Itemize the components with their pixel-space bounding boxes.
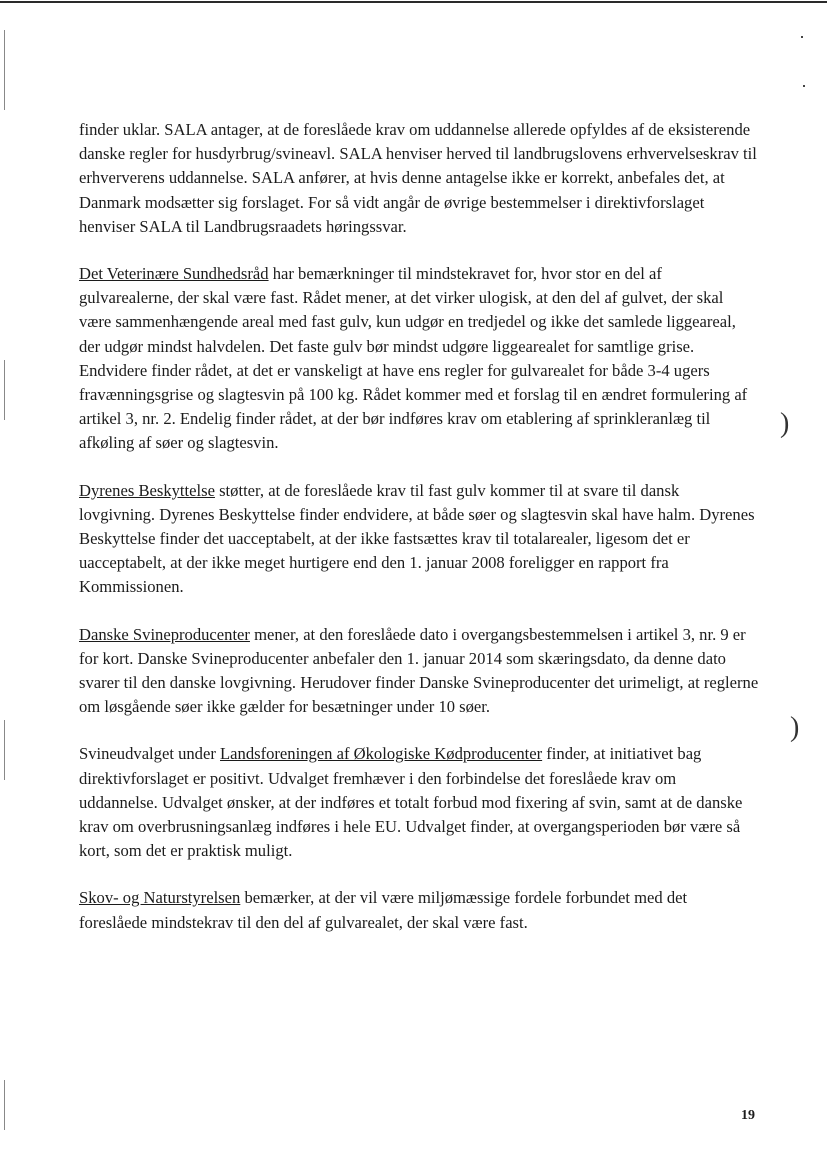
top-border-line [0,1,827,3]
scan-speck [801,36,803,38]
page-number: 19 [741,1108,755,1123]
organization-name: Skov- og Naturstyrelsen [79,888,241,908]
organization-name: Danske Svineproducenter [79,624,250,644]
document-body [79,118,759,935]
paragraph: Skov- og Naturstyrelsen bemærker, at der vil være miljømæssige fordele forbundet med det foreslåede mindstekrav til den del af gulvarealet, der skal være fast. [79,888,688,932]
paragraph: Det Veterinære Sundhedsråd har bemærkninger til mindstekravet for, hvor stor en del af gulvarealerne, der skal være fast. Rådet mener, at det virker ulogisk, at den del af gulvet, der skal være sammenhængende areal med fast gulv, kun udgør en tredjedel og ikke det samlede liggeareal, der udgør mindst halvdelen. Det faste gulv bør mindst udgøre liggearealet for samtlige grise. Endvidere finder rådet, at det er vanskeligt at have ens regler for gulvarealet for både 3-4 ugers fravænningsgrise og slagtesvin på 100 kg. Rådet kommer med et forslag til en ændret formulering af artikel 3, nr. 2. Endelig finder rådet, at der bør indføres krav om etablering af sprinkleranlæg til afkøling af søer og slagtesvin. [79,264,748,453]
scan-bracket-mark: ) [780,408,790,439]
organization-name: Det Veterinære Sundhedsråd [79,264,269,284]
scan-margin-line [4,30,5,110]
scan-margin-line [4,1080,5,1130]
scan-speck [803,85,805,87]
organization-name: Landsforeningen af Økologiske Kødproducenter [220,744,543,764]
paragraph: Danske Svineproducenter mener, at den foreslåede dato i overgangsbestemmelsen i artikel 3, nr. 9 er for kort. Danske Svineproducenter anbefaler den 1. januar 2014 som skæringsdato, da denne dato svarer til den danske lovgivning. Herudover finder Danske Svineproducenter det urimeligt, at reglerne om løsgående søer ikke gælder for besætninger under 10 søer. [79,624,759,717]
paragraph: Svineudvalget under Landsforeningen af Økologiske Kødproducenter finder, at initiativet bag direktivforslaget er positivt. Udvalget fremhæver i den forbindelse det foreslåede krav om uddannelse. Udvalget ønsker, at der indføres et totalt forbud mod fixering af svin, samt at de danske krav om overbrusningsanlæg indføres i hele EU. Udvalget finder, at overgangsperioden bør være så kort, som det er praktisk muligt. [79,744,743,861]
scan-margin-line [4,720,5,780]
paragraph: finder uklar. SALA antager, at de foreslåede krav om uddannelse allerede opfyldes af de eksisterende danske regler for husdyrbrug/svineavl. SALA henviser herved til landbrugslovens erhvervelseskrav til erhververens uddannelse. SALA anfører, at hvis denne antagelse ikke er korrekt, anbefales det, at Danmark modsætter sig forslaget. For så vidt angår de øvrige bestemmelser i direktivforslaget henviser SALA til Landbrugsraadets høringssvar. [79,120,757,236]
organization-name: Dyrenes Beskyttelse [79,480,215,500]
scan-margin-line [4,360,5,420]
scan-bracket-mark: ) [790,712,800,743]
paragraph: Dyrenes Beskyttelse støtter, at de foreslåede krav til fast gulv kommer til at svare til dansk lovgivning. Dyrenes Beskyttelse finder endvidere, at både søer og slagtesvin skal have halm. Dyrenes Beskyttelse finder det uacceptabelt, at der ikke fastsættes krav til totalarealer, ligesom det er uacceptabelt, at der ikke meget hurtigere end den 1. januar 2008 foreligger en rapport fra Kommissionen. [79,480,755,597]
